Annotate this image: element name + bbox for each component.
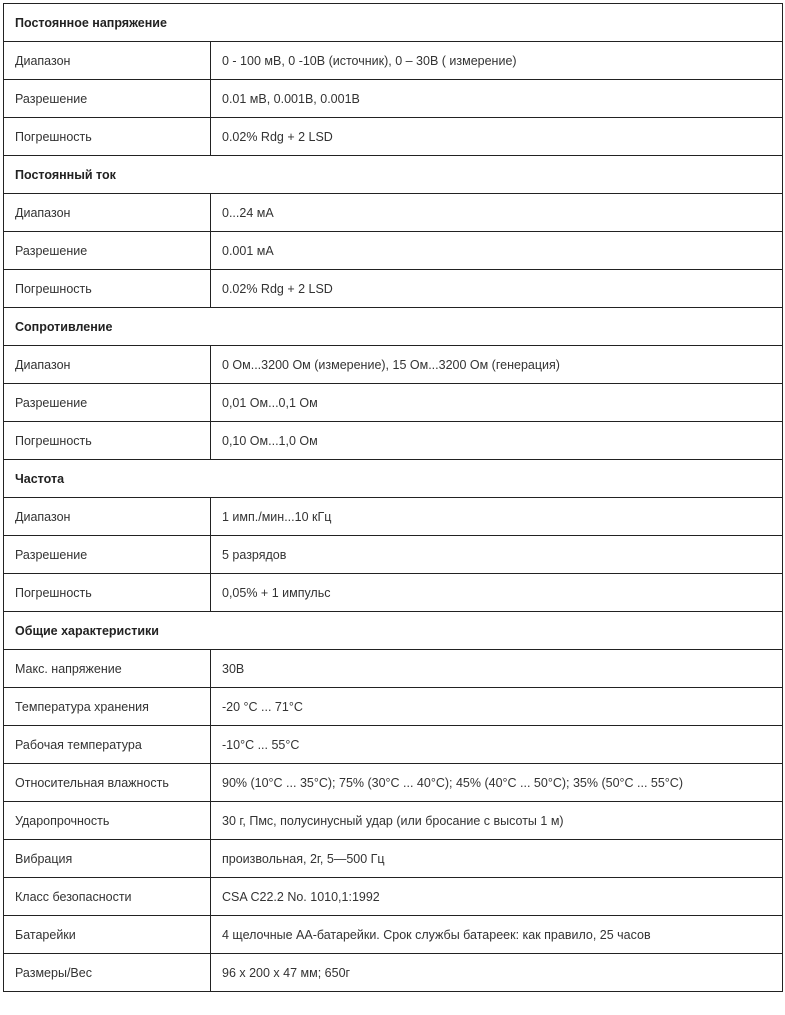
table-row bbox=[4, 80, 783, 118]
row-label: Разрешение bbox=[4, 384, 211, 422]
row-label: Погрешность bbox=[4, 422, 211, 460]
table-row bbox=[4, 42, 783, 80]
row-value: 5 разрядов bbox=[211, 536, 783, 574]
row-value: 0 - 100 мВ, 0 -10В (источник), 0 – 30В ( измерение) bbox=[211, 42, 783, 80]
row-value: 0,10 Ом...1,0 Ом bbox=[211, 422, 783, 460]
table-row bbox=[4, 194, 783, 232]
row-label: Разрешение bbox=[4, 80, 211, 118]
table-row bbox=[4, 726, 783, 764]
row-label: Вибрация bbox=[4, 840, 211, 878]
row-label: Разрешение bbox=[4, 232, 211, 270]
specifications-table bbox=[3, 3, 783, 992]
row-value: -20 °C ... 71°C bbox=[211, 688, 783, 726]
section-header-dc-voltage bbox=[4, 4, 783, 42]
table-row bbox=[4, 802, 783, 840]
row-label: Погрешность bbox=[4, 574, 211, 612]
section-header-frequency bbox=[4, 460, 783, 498]
table-row bbox=[4, 384, 783, 422]
row-label: Разрешение bbox=[4, 536, 211, 574]
table-row bbox=[4, 498, 783, 536]
table-row bbox=[4, 346, 783, 384]
row-value: 0.02% Rdg + 2 LSD bbox=[211, 270, 783, 308]
section-title: Общие характеристики bbox=[4, 612, 783, 650]
table-row bbox=[4, 916, 783, 954]
section-title: Сопротивление bbox=[4, 308, 783, 346]
table-row bbox=[4, 270, 783, 308]
row-label: Макс. напряжение bbox=[4, 650, 211, 688]
row-label: Класс безопасности bbox=[4, 878, 211, 916]
row-label: Диапазон bbox=[4, 346, 211, 384]
row-value: 90% (10°C ... 35°C); 75% (30°C ... 40°C); 45% (40°C ... 50°C); 35% (50°C ... 55°C) bbox=[211, 764, 783, 802]
row-label: Размеры/Вес bbox=[4, 954, 211, 992]
row-label: Диапазон bbox=[4, 498, 211, 536]
row-label: Батарейки bbox=[4, 916, 211, 954]
row-value: 0.001 мА bbox=[211, 232, 783, 270]
section-header-resistance bbox=[4, 308, 783, 346]
row-value: 96 x 200 x 47 мм; 650г bbox=[211, 954, 783, 992]
table-row bbox=[4, 954, 783, 992]
table-row bbox=[4, 118, 783, 156]
row-value: 4 щелочные АА-батарейки. Срок службы батареек: как правило, 25 часов bbox=[211, 916, 783, 954]
row-value: 0...24 мА bbox=[211, 194, 783, 232]
row-value: -10°C ... 55°C bbox=[211, 726, 783, 764]
section-header-dc-current bbox=[4, 156, 783, 194]
table-row bbox=[4, 840, 783, 878]
table-row bbox=[4, 232, 783, 270]
row-label: Диапазон bbox=[4, 194, 211, 232]
specifications-table-body bbox=[4, 4, 783, 992]
table-row bbox=[4, 878, 783, 916]
table-row bbox=[4, 422, 783, 460]
row-value: 0 Ом...3200 Ом (измерение), 15 Ом...3200 Ом (генерация) bbox=[211, 346, 783, 384]
table-row bbox=[4, 650, 783, 688]
row-label: Погрешность bbox=[4, 270, 211, 308]
row-label: Диапазон bbox=[4, 42, 211, 80]
row-value: 30 г, Пмс, полусинусный удар (или бросание с высоты 1 м) bbox=[211, 802, 783, 840]
row-value: 0.02% Rdg + 2 LSD bbox=[211, 118, 783, 156]
row-label: Ударопрочность bbox=[4, 802, 211, 840]
row-label: Относительная влажность bbox=[4, 764, 211, 802]
section-title: Частота bbox=[4, 460, 783, 498]
row-value: 0,05% + 1 импульс bbox=[211, 574, 783, 612]
section-title: Постоянное напряжение bbox=[4, 4, 783, 42]
row-value: 1 имп./мин...10 кГц bbox=[211, 498, 783, 536]
table-row bbox=[4, 688, 783, 726]
row-label: Рабочая температура bbox=[4, 726, 211, 764]
section-header-general bbox=[4, 612, 783, 650]
row-value: 30В bbox=[211, 650, 783, 688]
row-value: 0,01 Ом...0,1 Ом bbox=[211, 384, 783, 422]
table-row bbox=[4, 574, 783, 612]
row-value: 0.01 мВ, 0.001В, 0.001В bbox=[211, 80, 783, 118]
table-row bbox=[4, 764, 783, 802]
row-value: CSA C22.2 No. 1010,1:1992 bbox=[211, 878, 783, 916]
row-value: произвольная, 2г, 5—500 Гц bbox=[211, 840, 783, 878]
table-row bbox=[4, 536, 783, 574]
row-label: Погрешность bbox=[4, 118, 211, 156]
row-label: Температура хранения bbox=[4, 688, 211, 726]
section-title: Постоянный ток bbox=[4, 156, 783, 194]
